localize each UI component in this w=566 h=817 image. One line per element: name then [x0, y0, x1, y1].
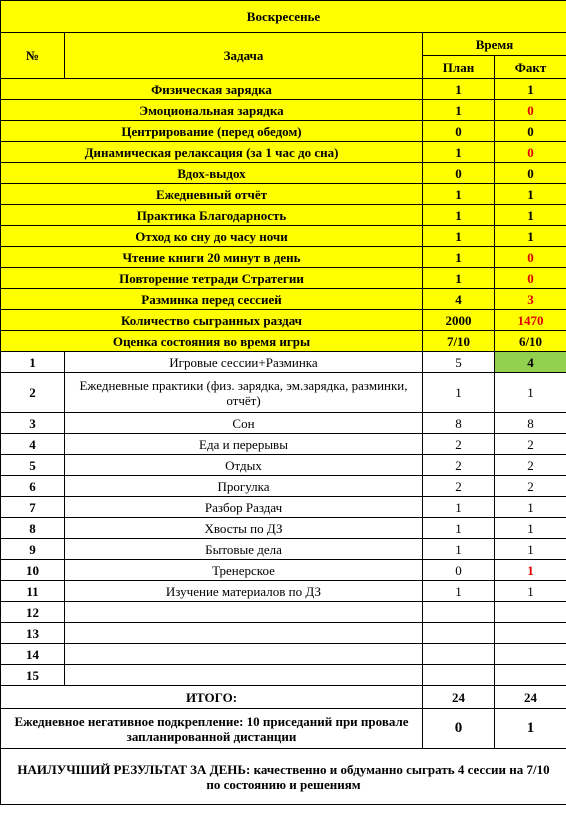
time-row-number: 6 — [1, 476, 65, 497]
header-task: Задача — [65, 33, 423, 79]
header-fact: Факт — [495, 56, 566, 79]
daily-task-fact: 1470 — [495, 310, 566, 331]
daily-tasks-section — [1, 79, 566, 352]
daily-task-row — [1, 289, 566, 310]
daily-task-plan: 1 — [423, 142, 495, 163]
time-row-plan: 0 — [423, 560, 495, 581]
daily-task-plan: 1 — [423, 247, 495, 268]
daily-task-fact: 0 — [495, 163, 566, 184]
summary-section — [1, 686, 566, 805]
daily-task-plan: 2000 — [423, 310, 495, 331]
daily-task-row — [1, 79, 566, 100]
time-row — [1, 644, 566, 665]
time-row-plan: 5 — [423, 352, 495, 373]
total-plan: 24 — [423, 686, 495, 709]
daily-task-plan: 4 — [423, 289, 495, 310]
daily-task-label: Чтение книги 20 минут в день — [1, 247, 423, 268]
time-row-fact: 1 — [495, 497, 566, 518]
time-row-plan: 1 — [423, 581, 495, 602]
daily-task-plan: 0 — [423, 121, 495, 142]
daily-task-fact: 0 — [495, 142, 566, 163]
time-row-task — [65, 602, 423, 623]
time-row-number: 4 — [1, 434, 65, 455]
daily-task-label: Оценка состояния во время игры — [1, 331, 423, 352]
best-result-row — [1, 749, 566, 805]
table-body — [1, 1, 566, 79]
time-row — [1, 518, 566, 539]
time-row-number: 3 — [1, 413, 65, 434]
daily-task-plan: 1 — [423, 184, 495, 205]
time-row-task: Хвосты по ДЗ — [65, 518, 423, 539]
time-row-task: Игровые сессии+Разминка — [65, 352, 423, 373]
daily-task-fact: 1 — [495, 226, 566, 247]
negative-reinforcement-plan: 0 — [423, 709, 495, 749]
daily-task-row — [1, 247, 566, 268]
header-num: № — [1, 33, 65, 79]
time-row-task: Прогулка — [65, 476, 423, 497]
time-row-task: Сон — [65, 413, 423, 434]
time-row — [1, 581, 566, 602]
daily-task-fact: 1 — [495, 205, 566, 226]
total-fact: 24 — [495, 686, 566, 709]
time-row-task: Изучение материалов по ДЗ — [65, 581, 423, 602]
time-row-task: Отдых — [65, 455, 423, 476]
time-row-fact: 4 — [495, 352, 566, 373]
time-row — [1, 623, 566, 644]
time-row-number: 13 — [1, 623, 65, 644]
daily-task-row — [1, 142, 566, 163]
time-row-fact: 8 — [495, 413, 566, 434]
time-row-fact: 1 — [495, 539, 566, 560]
time-row-number: 11 — [1, 581, 65, 602]
daily-task-plan: 1 — [423, 79, 495, 100]
time-row-fact — [495, 644, 566, 665]
daily-task-plan: 7/10 — [423, 331, 495, 352]
time-row-number: 8 — [1, 518, 65, 539]
time-row-number: 2 — [1, 373, 65, 413]
time-row-plan: 2 — [423, 455, 495, 476]
time-row-fact: 1 — [495, 373, 566, 413]
time-row-fact — [495, 623, 566, 644]
daily-task-fact: 3 — [495, 289, 566, 310]
daily-task-row — [1, 205, 566, 226]
total-label: ИТОГО: — [1, 686, 423, 709]
daily-task-plan: 0 — [423, 163, 495, 184]
daily-task-fact: 1 — [495, 79, 566, 100]
daily-task-plan: 1 — [423, 205, 495, 226]
page-title: Воскресенье — [1, 1, 566, 33]
header-time: Время — [423, 33, 566, 56]
time-row — [1, 560, 566, 581]
time-row-plan: 1 — [423, 518, 495, 539]
time-row-fact: 1 — [495, 560, 566, 581]
time-row-plan — [423, 602, 495, 623]
time-row-fact: 1 — [495, 581, 566, 602]
time-row-number: 12 — [1, 602, 65, 623]
daily-task-fact: 0 — [495, 268, 566, 289]
time-row — [1, 497, 566, 518]
negative-reinforcement-label: Ежедневное негативное подкрепление: 10 приседаний при провале запланированной дистанции — [1, 709, 423, 749]
time-row — [1, 352, 566, 373]
time-row-task: Еда и перерывы — [65, 434, 423, 455]
daily-task-row — [1, 268, 566, 289]
negative-reinforcement-fact: 1 — [495, 709, 566, 749]
time-row-fact — [495, 665, 566, 686]
time-row-fact: 2 — [495, 434, 566, 455]
daily-task-label: Центрирование (перед обедом) — [1, 121, 423, 142]
daily-task-plan: 1 — [423, 100, 495, 121]
daily-task-row — [1, 100, 566, 121]
time-row-number: 15 — [1, 665, 65, 686]
time-row-fact — [495, 602, 566, 623]
title-row — [1, 1, 566, 33]
daily-task-row — [1, 226, 566, 247]
daily-task-row — [1, 310, 566, 331]
time-row-fact: 2 — [495, 455, 566, 476]
time-row-fact: 2 — [495, 476, 566, 497]
time-row-task: Тренерское — [65, 560, 423, 581]
header-plan: План — [423, 56, 495, 79]
time-row — [1, 373, 566, 413]
time-row-plan: 1 — [423, 497, 495, 518]
time-row-task — [65, 623, 423, 644]
time-row — [1, 602, 566, 623]
daily-task-plan: 1 — [423, 268, 495, 289]
best-result-text: НАИЛУЧШИЙ РЕЗУЛЬТАТ ЗА ДЕНЬ: качественно и обдуманно сыграть 4 сессии на 7/10 по состоянию и решениям — [1, 749, 566, 805]
time-row — [1, 539, 566, 560]
time-row-plan — [423, 644, 495, 665]
negative-reinforcement-row — [1, 709, 566, 749]
time-row-plan: 2 — [423, 434, 495, 455]
header-row-1 — [1, 33, 566, 56]
time-row — [1, 455, 566, 476]
time-row-plan: 1 — [423, 539, 495, 560]
daily-task-fact: 0 — [495, 247, 566, 268]
time-row-task: Ежедневные практики (физ. зарядка, эм.зарядка, разминки, отчёт) — [65, 373, 423, 413]
time-row-task — [65, 665, 423, 686]
daily-task-label: Повторение тетради Стратегии — [1, 268, 423, 289]
daily-task-fact: 0 — [495, 121, 566, 142]
time-row — [1, 434, 566, 455]
time-row — [1, 665, 566, 686]
daily-task-row — [1, 184, 566, 205]
daily-task-plan: 1 — [423, 226, 495, 247]
daily-task-fact: 6/10 — [495, 331, 566, 352]
daily-task-fact: 1 — [495, 184, 566, 205]
time-row — [1, 413, 566, 434]
daily-task-label: Ежедневный отчёт — [1, 184, 423, 205]
time-row-plan: 8 — [423, 413, 495, 434]
time-row-task: Бытовые дела — [65, 539, 423, 560]
time-row-task — [65, 644, 423, 665]
daily-task-label: Практика Благодарность — [1, 205, 423, 226]
time-row-plan — [423, 623, 495, 644]
time-allocation-section — [1, 352, 566, 686]
time-row-number: 5 — [1, 455, 65, 476]
time-row-number: 9 — [1, 539, 65, 560]
daily-task-label: Количество сыгранных раздач — [1, 310, 423, 331]
time-row — [1, 476, 566, 497]
time-row-plan: 1 — [423, 373, 495, 413]
daily-task-label: Физическая зарядка — [1, 79, 423, 100]
daily-task-label: Эмоциональная зарядка — [1, 100, 423, 121]
time-row-fact: 1 — [495, 518, 566, 539]
time-row-number: 10 — [1, 560, 65, 581]
daily-task-label: Вдох-выдох — [1, 163, 423, 184]
daily-task-fact: 0 — [495, 100, 566, 121]
daily-task-row — [1, 163, 566, 184]
total-row — [1, 686, 566, 709]
daily-task-label: Динамическая релаксация (за 1 час до сна) — [1, 142, 423, 163]
time-row-plan — [423, 665, 495, 686]
daily-task-label: Разминка перед сессией — [1, 289, 423, 310]
time-row-number: 14 — [1, 644, 65, 665]
daily-task-row — [1, 331, 566, 352]
time-row-number: 7 — [1, 497, 65, 518]
time-row-task: Разбор Раздач — [65, 497, 423, 518]
daily-task-label: Отход ко сну до часу ночи — [1, 226, 423, 247]
time-row-number: 1 — [1, 352, 65, 373]
time-row-plan: 2 — [423, 476, 495, 497]
daily-task-row — [1, 121, 566, 142]
